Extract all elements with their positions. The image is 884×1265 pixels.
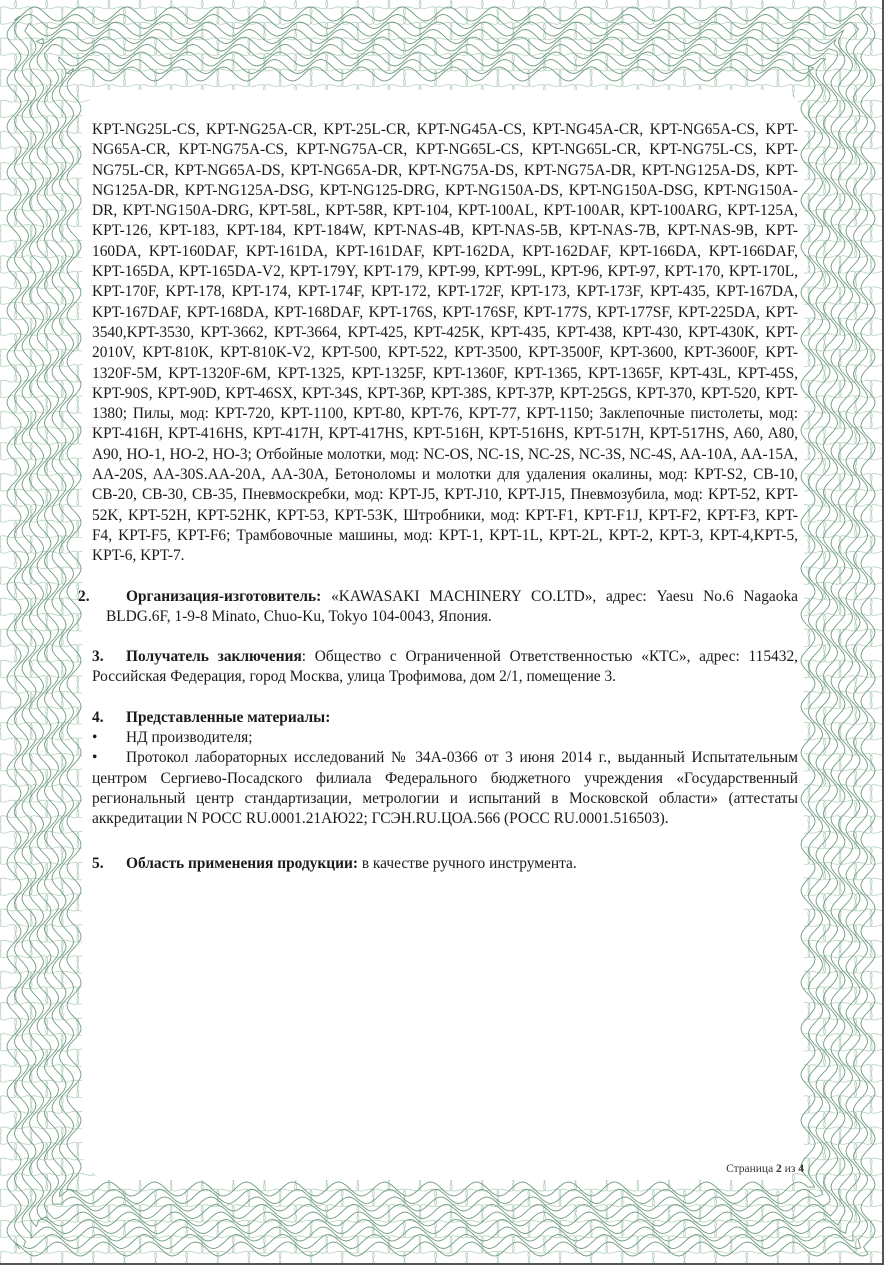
- list-item: [92, 728, 798, 748]
- product-model-list: KPT-NG25L-CS, KPT-NG25A-CR, KPT-25L-CR, KPT-NG45A-CS, KPT-NG45A-CR, KPT-NG65A-CS, KPT-NG65A-CR, KPT-NG75A-CS, KPT-NG75A-CR, KPT-NG65L-CS, KPT-NG65L-CR, KPT-NG75L-CS, KPT-NG75L-CR, KPT-NG65A-DS, KPT-NG65A-DR, KPT-NG75A-DS, KPT-NG75A-DR, KPT-NG125A-DS, KPT-NG125A-DR, KPT-NG125A-DSG, KPT-NG125-DRG, KPT-NG150A-DS, KPT-NG150A-DSG, KPT-NG150A-DR, KPT-NG150A-DRG, KPT-58L, KPT-58R, KPT-104, KPT-100AL, KPT-100AR, KPT-100ARG, KPT-125A, KPT-126, KPT-183, KPT-184, KPT-184W, KPT-NAS-4B, KPT-NAS-5B, KPT-NAS-7B, KPT-NAS-9B, KPT-160DA, KPT-160DAF, KPT-161DA, KPT-161DAF, KPT-162DA, KPT-162DAF, KPT-166DA, KPT-166DAF, KPT-165DA, KPT-165DA-V2, KPT-179Y, KPT-179, KPT-99, KPT-99L, KPT-96, KPT-97, KPT-170, KPT-170L, KPT-170F, KPT-178, KPT-174, KPT-174F, KPT-172, KPT-172F, KPT-173, KPT-173F, KPT-435, KPT-167DA, KPT-167DAF, KPT-168DA, KPT-168DAF, KPT-176S, KPT-176SF, KPT-177S, KPT-177SF, KPT-225DA, KPT-3540,KPT-3530, KPT-3662, KPT-3664, KPT-425, KPT-425K, KPT-435, KPT-438, KPT-430, KPT-430K, KPT-2010V, KPT-810K, KPT-810K-V2, KPT-500, KPT-522, KPT-3500, KPT-3500F, KPT-3600, KPT-3600F, KPT-1320F-5M, KPT-1320F-6M, KPT-1325, KPT-1325F, KPT-1360F, KPT-1365, KPT-1365F, KPT-43L, KPT-45S, KPT-90S, KPT-90D, KPT-46SX, KPT-34S, KPT-36P, KPT-38S, KPT-37P, KPT-25GS, KPT-370, KPT-520, KPT-1380; Пилы, мод: KPT-720, KPT-1100, KPT-80, KPT-76, KPT-77, KPT-1150; Заклепочные пистолеты, мод: KPT-416H, KPT-416HS, KPT-417H, KPT-417HS, KPT-516H, KPT-516HS, KPT-517H, KPT-517HS, A60, A80, A90, HO-1, HO-2, HO-3; Отбойные молотки, мод: NC-OS, NC-1S, NC-2S, NC-3S, NC-4S, AA-10A, AA-15A, AA-20S, AA-30S.AA-20A, AA-30A, Бетоноломы и молотки для удаления окалины, мод: KPT-S2, CB-10, CB-20, CB-30, CB-35, Пневмоскребки, мод: KPT-J5, KPT-J10, KPT-J15, Пневмозубила, мод: KPT-52, KPT-52K, KPT-52H, KPT-52HK, KPT-53, KPT-53K, Штробники, мод: KPT-F1, KPT-F1J, KPT-F2, KPT-F3, KPT-F4, KPT-F5, KPT-F6; Трамбовочные машины, мод: KPT-1, KPT-1L, KPT-2L, KPT-2, KPT-3, KPT-4,KPT-5, KPT-6, KPT-7.: [92, 121, 798, 565]
- section-number: 2.: [78, 587, 90, 605]
- page-current: 2: [776, 1163, 782, 1175]
- page-prefix: Страница: [726, 1163, 774, 1175]
- section-label: Область применения продукции:: [126, 854, 358, 872]
- section-application: [92, 854, 798, 874]
- bullet-icon: •: [92, 729, 98, 747]
- list-item-text: НД производителя;: [126, 729, 253, 747]
- document-body: [78, 120, 798, 874]
- section-number: 4.: [92, 708, 104, 726]
- section-label: Организация-изготовитель:: [126, 587, 322, 605]
- page-total: 4: [798, 1163, 804, 1175]
- section-text: : Общество с Ограниченной Ответственностью «КТС», адрес: 115432, Российская Федерация, город Москва, улица Трофимова, дом 2/1, помещение 3.: [92, 648, 798, 686]
- list-item-text: Протокол лабораторных исследований № 34А-0366 от 3 июня 2014 г., выданный Испытательным центром Сергиево-Посадского филиала Федерального бюджетного учреждения «Государственный региональный центр стандартизации, метрологии и испытаний в Московской области» (аттестаты аккредитации N РОСС RU.0001.21АЮ22; ГСЭН.RU.ЦОА.566 (РОСС RU.0001.516503).: [92, 749, 798, 828]
- section-materials: [92, 708, 798, 830]
- section-label: Получатель заключения: [126, 648, 302, 666]
- section-text: «KAWASAKI MACHINERY CO.LTD», адрес: Yaesu No.6 Nagaoka BLDG.6F, 1-9-8 Minato, Chuo-Ku, Tokyo 104-0043, Япония.: [106, 587, 798, 625]
- bullet-icon: •: [92, 749, 98, 767]
- section-number: 3.: [92, 648, 104, 666]
- section-manufacturer: [78, 587, 798, 628]
- section-label: Представленные материалы:: [126, 708, 331, 726]
- section-heading: [92, 708, 798, 728]
- list-item: [92, 748, 798, 829]
- page-of: из: [784, 1163, 796, 1175]
- section-number: 5.: [92, 854, 104, 872]
- page-number: [726, 1163, 804, 1175]
- section-recipient: [92, 647, 798, 688]
- section-text: в качестве ручного инструмента.: [357, 854, 577, 872]
